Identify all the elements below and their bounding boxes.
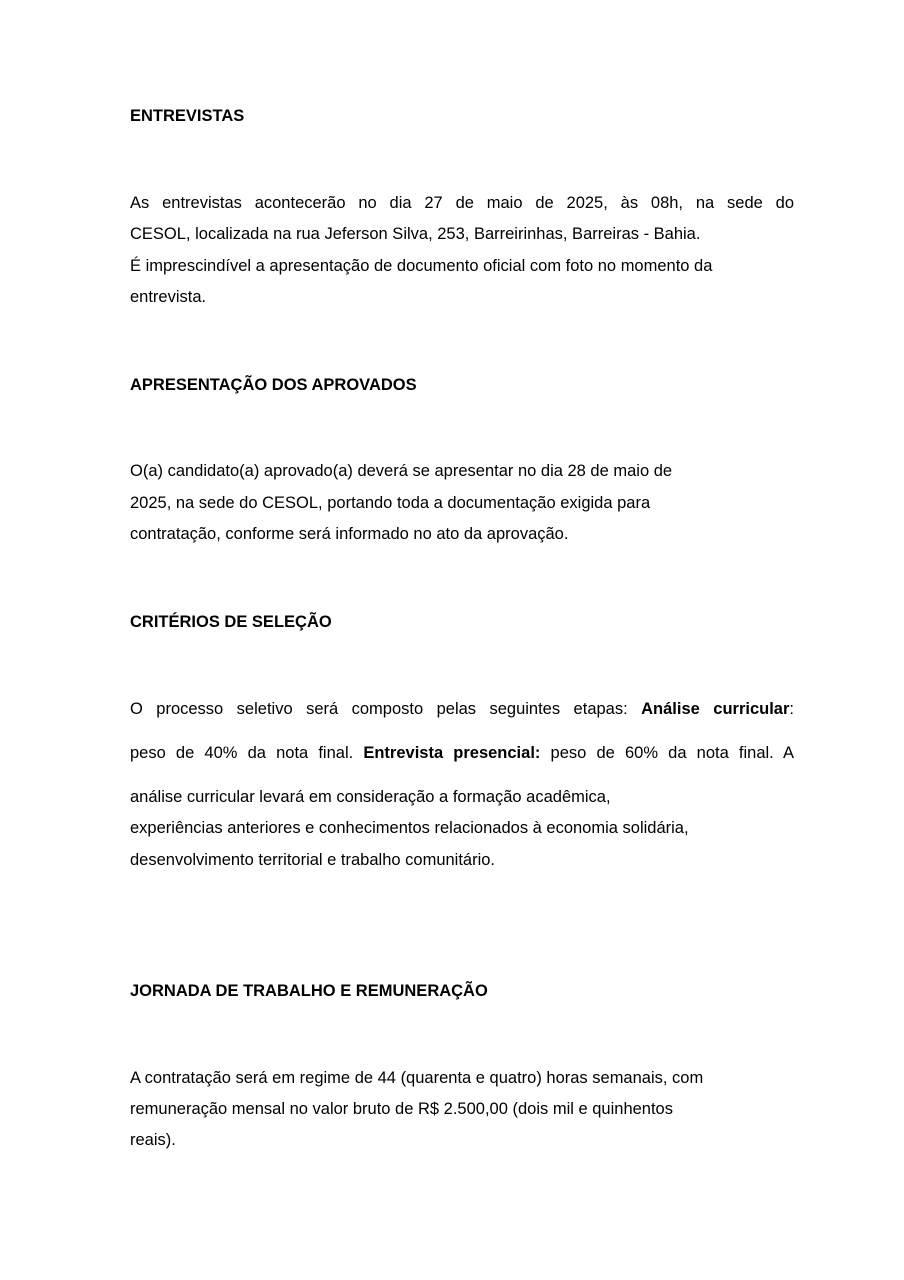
section-title-criterios: CRITÉRIOS DE SELEÇÃO: [130, 613, 332, 631]
criterios-line-1-end: :: [789, 700, 794, 718]
criterios-line-2: [130, 743, 794, 763]
section-title-jornada: JORNADA DE TRABALHO E REMUNERAÇÃO: [130, 982, 488, 1000]
jornada-line-2: remuneração mensal no valor bruto de R$ 2.500,00 (dois mil e quinhentos: [130, 1100, 673, 1118]
criterios-line-2-text: peso de 40% da nota final.: [130, 744, 364, 762]
aprovados-line-1: O(a) candidato(a) aprovado(a) deverá se apresentar no dia 28 de maio de: [130, 462, 673, 480]
entrevistas-line-4: entrevista.: [130, 288, 207, 306]
section-title-aprovados: APRESENTAÇÃO DOS APROVADOS: [130, 376, 417, 394]
jornada-line-1: A contratação será em regime de 44 (quarenta e quatro) horas semanais, com: [130, 1069, 704, 1087]
criterios-line-1: [130, 699, 794, 719]
aprovados-line-2: 2025, na sede do CESOL, portando toda a documentação exigida para: [130, 494, 651, 512]
criterios-line-3: análise curricular levará em consideração a formação acadêmica,: [130, 788, 611, 806]
criterios-line-4: experiências anteriores e conhecimentos relacionados à economia solidária,: [130, 819, 689, 837]
section-title-entrevistas: ENTREVISTAS: [130, 107, 245, 125]
entrevista-presencial-label: Entrevista presencial:: [363, 744, 541, 762]
entrevistas-line-3: É imprescindível a apresentação de documento oficial com foto no momento da: [130, 257, 713, 275]
jornada-line-3: reais).: [130, 1131, 176, 1149]
criterios-line-5: desenvolvimento territorial e trabalho comunitário.: [130, 851, 496, 869]
analise-curricular-label: Análise curricular: [641, 700, 790, 718]
criterios-line-2-end: peso de 60% da nota final. A: [540, 744, 794, 762]
entrevistas-line-2: CESOL, localizada na rua Jeferson Silva, 253, Barreirinhas, Barreiras - Bahia.: [130, 225, 701, 243]
aprovados-line-3: contratação, conforme será informado no ato da aprovação.: [130, 525, 569, 543]
entrevistas-line-1: As entrevistas acontecerão no dia 27 de maio de 2025, às 08h, na sede do: [130, 194, 794, 212]
criterios-line-1-text: O processo seletivo será composto pelas seguintes etapas:: [130, 700, 642, 718]
